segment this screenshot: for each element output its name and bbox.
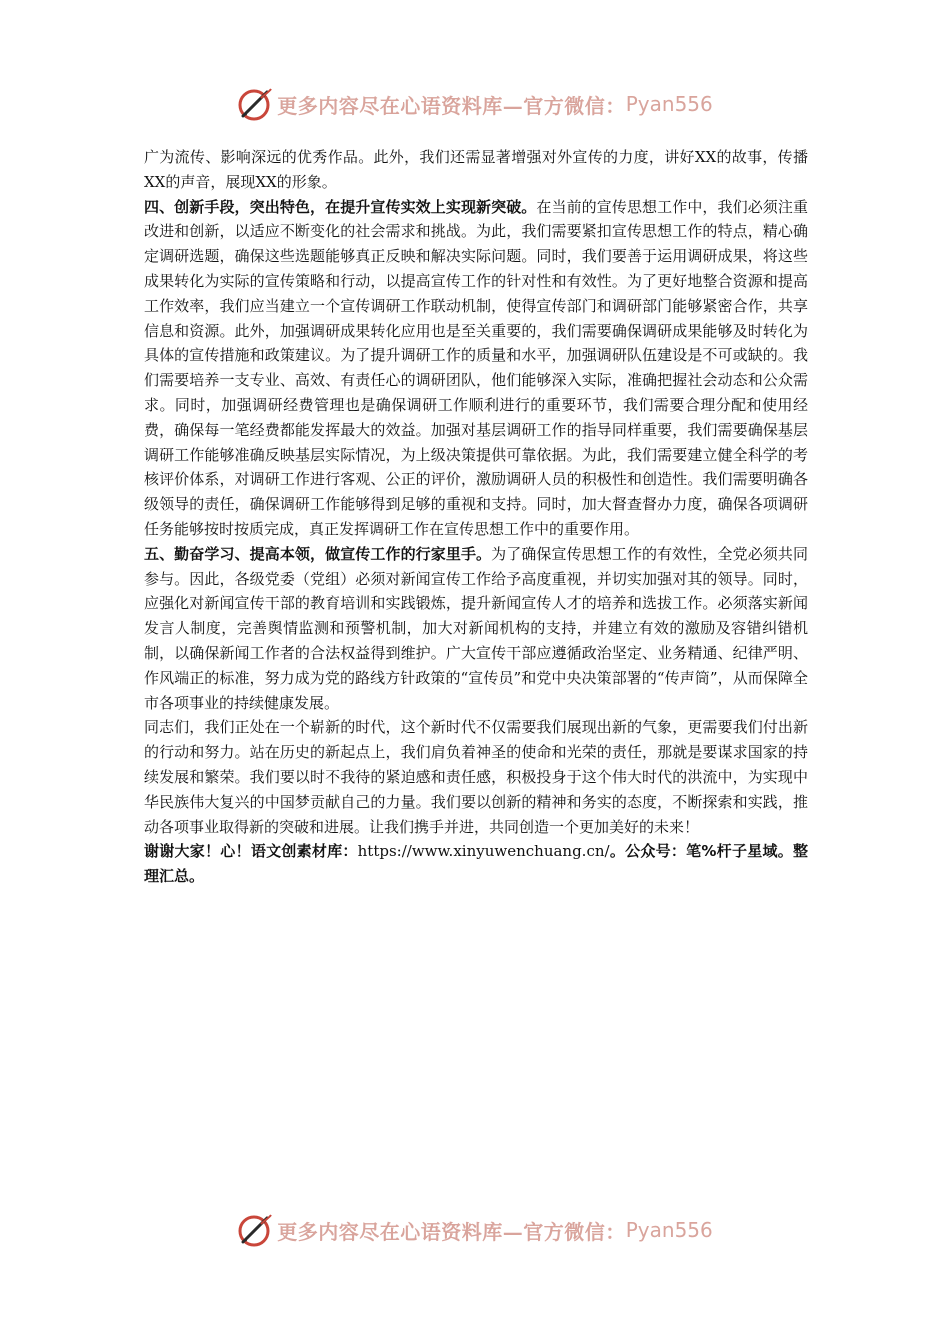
paragraph-3 [144,542,808,716]
footer-banner [0,1210,950,1250]
section-heading-5: 五、勤奋学习、提高本领，做宣传工作的行家里手。 [144,544,492,563]
paragraph-text: 广为流传、影响深远的优秀作品。此外，我们还需显著增强对外宣传的力度，讲好XX的故事，传播XX的声音，展现XX的形象。 [144,148,808,191]
banner-wechat-id: Pyan556 [625,1218,713,1242]
closing-note [144,839,808,889]
paragraph-2 [144,195,808,542]
closing-text: 谢谢大家！心！语文创素材库： [144,842,358,861]
header-banner [0,84,950,124]
document-body [144,145,808,889]
closing-text-tail: 。公众号：笔%杆子星域。整理汇总。 [144,842,808,886]
section-heading-4: 四、创新手段，突出特色，在提升宣传实效上实现新突破。 [144,197,537,216]
pen-logo-icon [237,86,273,122]
banner-wechat-id: Pyan556 [625,92,713,116]
source-url: https://www.xinyuwenchuang.cn/ [357,842,610,861]
paragraph-text: 同志们，我们正处在一个崭新的时代，这个新时代不仅需要我们展现出新的气象，更需要我们付出新的行动和努力。站在历史的新起点上，我们肩负着神圣的使命和光荣的责任，那就是要谋求国家的持续发展和繁荣。我们要以时不我待的紧迫感和责任感，积极投身于这个伟大时代的洪流中，为实现中华民族伟大复兴的中国梦贡献自己的力量。我们要以创新的精神和务实的态度，不断探索和实践，推动各项事业取得新的突破和进展。让我们携手并进，共同创造一个更加美好的未来！ [144,718,808,836]
paragraph-1 [144,145,808,195]
paragraph-4 [144,715,808,839]
banner-text: 更多内容尽在心语资料库—官方微信： [277,1219,626,1244]
paragraph-text: 为了确保宣传思想工作的有效性，全党必须共同参与。因此，各级党委（党组）必须对新闻宣传工作给予高度重视，并切实加强对其的领导。同时，应强化对新闻宣传干部的教育培训和实践锻炼，提升新闻宣传人才的培养和选拔工作。必须落实新闻发言人制度，完善舆情监测和预警机制，加大对新闻机构的支持，并建立有效的激励及容错纠错机制，以确保新闻工作者的合法权益得到维护。广大宣传干部应遵循政治坚定、业务精通、纪律严明、作风端正的标准，努力成为党的路线方针政策的“宣传员”和党中央决策部署的“传声筒”，从而保障全市各项事业的持续健康发展。 [144,544,808,712]
pen-logo-icon [237,1212,273,1248]
banner-text: 更多内容尽在心语资料库—官方微信： [277,93,626,118]
paragraph-text: 在当前的宣传思想工作中，我们必须注重改进和创新，以适应不断变化的社会需求和挑战。为此，我们需要紧扣宣传思想工作的特点，精心确定调研选题，确保这些选题能够真正反映和解决实际问题。同时，我们要善于运用调研成果，将这些成果转化为实际的宣传策略和行动，以提高宣传工作的针对性和有效性。为了更好地整合资源和提高工作效率，我们应当建立一个宣传调研工作联动机制，使得宣传部门和调研部门能够紧密合作，共享信息和资源。此外，加强调研成果转化应用也是至关重要的，我们需要确保调研成果能够及时转化为具体的宣传措施和政策建议。为了提升调研工作的质量和水平，加强调研队伍建设是不可或缺的。我们需要培养一支专业、高效、有责任心的调研团队，他们能够深入实际，准确把握社会动态和公众需求。同时，加强调研经费管理也是确保调研工作顺利进行的重要环节，我们需要合理分配和使用经费，确保每一笔经费都能发挥最大的效益。加强对基层调研工作的指导同样重要，我们需要确保基层调研工作能够准确反映基层实际情况，为上级决策提供可靠依据。为此，我们需要建立健全科学的考核评价体系，对调研工作进行客观、公正的评价，激励调研人员的积极性和创造性。我们需要明确各级领导的责任，确保调研工作能够得到足够的重视和支持。同时，加大督查督办力度，确保各项调研任务能够按时按质完成，真正发挥调研工作在宣传思想工作中的重要作用。 [144,197,808,538]
